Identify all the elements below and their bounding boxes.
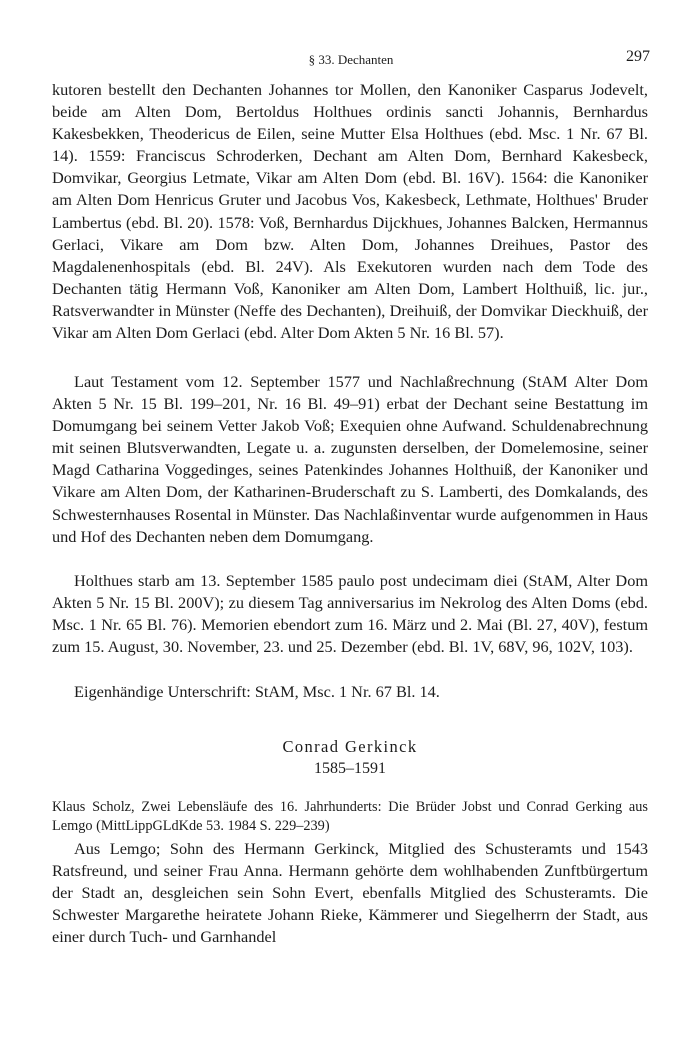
signature-note: Eigenhändige Unterschrift: StAM, Msc. 1 Nr. 67 Bl. 14. <box>74 682 440 701</box>
body-text: Aus Lemgo; Sohn des Hermann Gerkinck, Mitglied des Schusteramts und 1543 Ratsfreund, und seiner Frau Anna. Hermann gehörte dem wohlhabenden Zunftbürgertum der Stadt an, desgleichen sein Sohn Evert, ebenfalls Mitglied des Schusteramts. Die Schwester Margarethe heiratete Johann Rieke, Kämmerer und Siegelherrn der Stadt, aus einer durch Tuch- und Garnhandel <box>52 839 648 947</box>
biography-paragraph <box>52 838 648 948</box>
body-text: Holthues starb am 13. September 1585 paulo post undecimam diei (StAM, Alter Dom Akten 5 Nr. 15 Bl. 200V); zu diesem Tag anniversarius im Nekrolog des Alten Doms (ebd. Msc. 1 Nr. 65 Bl. 76). Memorien ebendort zum 16. März und 2. Mai (Bl. 27, 40V), festum zum 15. August, 30. November, 23. und 25. Dezember (ebd. Bl. 1V, 68V, 96, 102V, 103). <box>52 571 648 657</box>
testament-paragraph <box>52 371 648 548</box>
continuation-paragraph <box>52 79 648 344</box>
death-paragraph <box>52 570 648 658</box>
page-header <box>52 46 650 68</box>
signature-paragraph <box>52 681 648 703</box>
entry-heading <box>52 736 648 780</box>
running-title: § 33. Dechanten <box>308 52 394 67</box>
entry-dates: 1585–1591 <box>314 760 386 777</box>
body-text: Laut Testament vom 12. September 1577 und Nachlaßrechnung (StAM Alter Dom Akten 5 Nr. 15 Bl. 199–201, Nr. 16 Bl. 49–91) erbat der Dechant seine Bestattung im Domumgang bei seinem Vetter Jakob Voß; Exequien ohne Aufwand. Schuldenabrechnung mit seinen Blutsverwandten, Legate u. a. zugunsten derselben, der Domelemosine, seiner Magd Catharina Voggedinges, seines Patenkindes Johannes Holthuiß, der Kanoniker und Vikare am Alten Dom, der Katharinen-Bruderschaft zu S. Lamberti, des Domkalands, des Schwesternhauses Rosental in Münster. Das Nachlaßinventar wurde aufgenommen in Haus und Hof des Dechanten neben dem Domumgang. <box>52 372 648 546</box>
entry-name: Conrad Gerkinck <box>282 737 418 756</box>
literature-reference <box>52 798 648 836</box>
page-number: 297 <box>626 48 650 65</box>
literature-text: Klaus Scholz, Zwei Lebensläufe des 16. Jahrhunderts: Die Brüder Jobst und Conrad Gerking aus Lemgo (MittLippGLdKde 53. 1984 S. 229–239) <box>52 799 648 834</box>
body-text: kutoren bestellt den Dechanten Johannes tor Mollen, den Kanoniker Casparus Jodevelt, beide am Alten Dom, Bertoldus Holthues ordinis sancti Johannis, Bernhardus Kakesbekken, Theodericus de Eilen, seine Mutter Elsa Holthues (ebd. Msc. 1 Nr. 67 Bl. 14). 1559: Franciscus Schroderken, Dechant am Alten Dom, Bernhard Kakesbeck, Domvikar, Georgius Letmate, Vikar am Alten Dom (ebd. Bl. 16V). 1564: die Kanoniker am Alten Dom Henricus Gruter und Jacobus Vos, Kakesbeck, Lethmate, Holthues' Bruder Lambertus (ebd. Bl. 20). 1578: Voß, Bernhardus Dijckhues, Johannes Balcken, Hermannus Gerlaci, Vikare am Dom bzw. Alten Dom, Johannes Dreihues, Pastor des Magdalenenhospitals (ebd. Bl. 24V). Als Exekutoren wurden nach dem Tode des Dechanten tätig Hermann Voß, Kanoniker am Alten Dom, Lambert Holthuiß, lic. jur., Ratsverwandter in Münster (Neffe des Dechanten), Dreihuiß, der Domvikar Dieckhuiß, der Vikar am Alten Dom Gerlaci (ebd. Alter Dom Akten 5 Nr. 16 Bl. 57). <box>52 80 648 343</box>
